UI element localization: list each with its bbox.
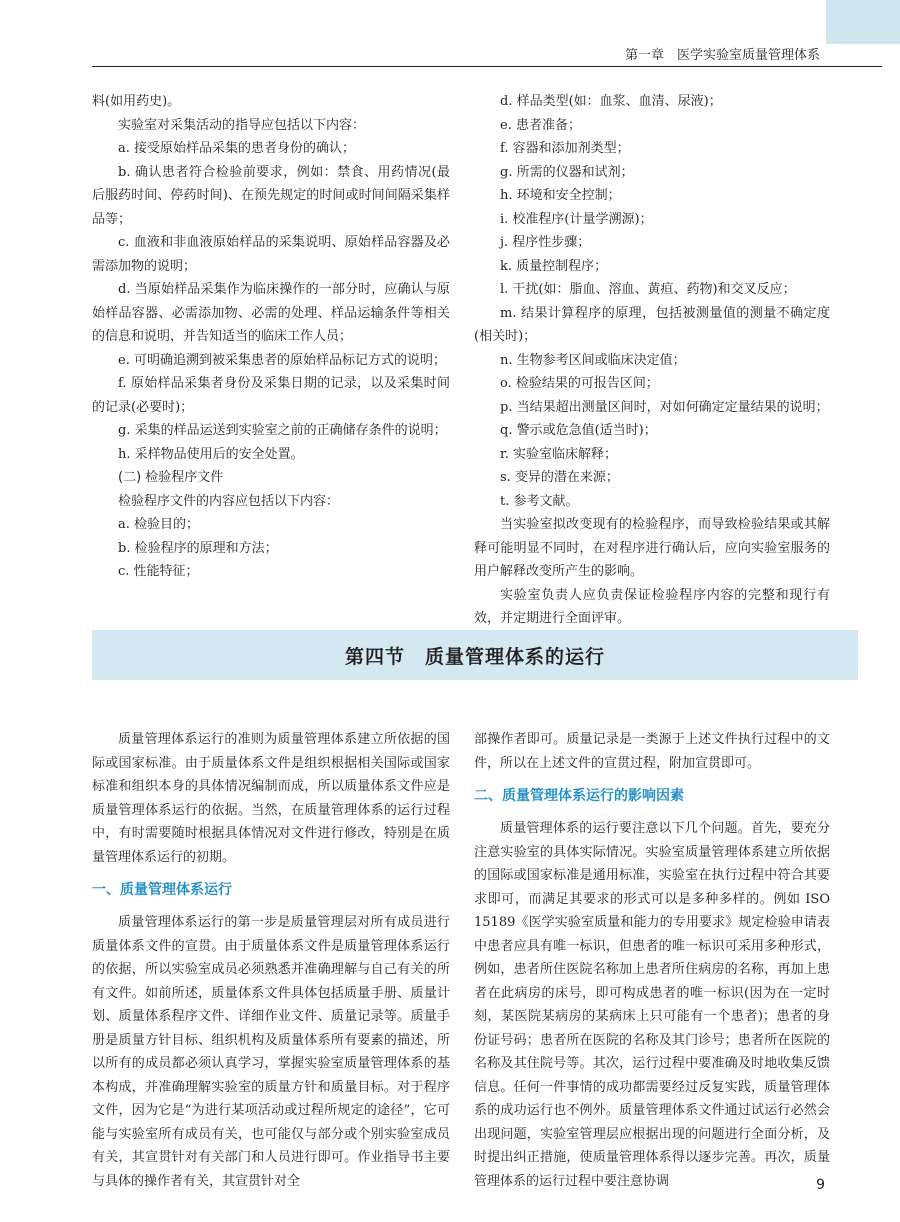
page-number: 9 [816,1177,825,1193]
paragraph: m. 结果计算程序的原理，包括被测量值的测量不确定度(相关时)； [474,305,830,344]
paragraph: r. 实验室临床解释； [500,446,618,462]
paragraph: j. 程序性步骤； [500,235,591,250]
bottom-right-column [474,728,830,1193]
corner-tab-decoration [826,0,900,44]
paragraph: s. 变异的潜在来源； [500,470,619,485]
paragraph: f. 容器和添加剂类型； [500,141,630,156]
subheading: (二) 检验程序文件 [118,470,224,485]
section-subheading: 二、质量管理体系运行的影响因素 [474,788,684,804]
paragraph: 质量管理体系的运行要注意以下几个问题。首先，要充分注意实验室的具体实际情况。实验室质量管理体系建立所依据的国际或国家标准是通用标准，实验室在执行过程中符合其要求即可，而满足其要求的形式可以是多种多样的。例如 ISO 15189《医学实验室质量和能力的专用要求》规定检验申请表中患者应具有唯一标识，但患者的唯一标识可采用多种形式，例如，患者所住医院名称加上患者所住病房的名称，再加上患者在此病房的床号，即可构成患者的唯一标识(因为在一定时刻，某医院某病房的某病床上只可能有一个患者)；患者的身份证号码；患者所在医院的名称及其门诊号；患者所在医院的名称及其住院号等。其次，运行过程中要准确及时地收集反馈信息。任何一件事情的成功都需要经过反复实践，质量管理体系的成功运行也不例外。质量管理体系文件通过试运行必然会出现问题，实验室管理层应根据出现的问题进行全面分析，及时提出纠正措施，使质量管理体系得以逐步完善。再次，质量管理体系的运行过程中要注意协调 [474,821,830,1189]
paragraph: q. 警示或危急值(适当时)； [500,423,657,438]
paragraph: o. 检验结果的可报告区间； [500,376,659,391]
paragraph: g. 采集的样品运送到实验室之前的正确储存条件的说明； [118,423,447,438]
paragraph: d. 样品类型(如：血浆、血清、尿液)； [500,94,722,109]
paragraph: 实验室负责人应负责保证检验程序内容的完整和现行有效，并定期进行全面评审。 [474,587,830,626]
paragraph: t. 参考文献。 [500,493,579,509]
paragraph: 质量管理体系运行的第一步是质量管理层对所有成员进行质量体系文件的宣贯。由于质量体系文件是质量管理体系运行的依据，所以实验室成员必须熟悉并准确理解与自己有关的所有文件。如前所述，质量体系文件具体包括质量手册、质量计划、质量体系程序文件、详细作业文件、质量记录等。质量手册是质量方针目标、组织机构及质量体系所有要素的描述，所以所有的成员都必须认真学习，掌握实验室质量管理体系的基本构成，并准确理解实验室的质量方针和质量目标。对于程序文件，因为它是“为进行某项活动或过程所规定的途径”，它可能与实验室所有成员有关，也可能仅与部分或个别实验室成员有关，其宣贯针对有关部门和人员进行即可。作业指导书主要与具体的操作者有关，其宣贯针对全 [92,915,450,1189]
paragraph: e. 患者准备； [500,117,581,133]
paragraph: 料(如用药史)。 [92,94,181,109]
top-right-column [474,90,830,631]
paragraph: a. 检验目的； [118,517,200,532]
running-head: 第一章 医学实验室质量管理体系 [624,48,820,63]
header-rule [92,66,882,67]
top-left-column [92,90,450,584]
paragraph: 部操作者即可。质量记录是一类源于上述文件执行过程中的文件，所以在上述文件的宣贯过程，附加宣贯即可。 [474,732,830,771]
paragraph: l. 干扰(如：脂血、溶血、黄疸、药物)和交叉反应； [500,282,796,297]
paragraph: c. 性能特征； [118,564,199,579]
paragraph: h. 环境和安全控制； [500,188,621,203]
section-title: 第四节 质量管理体系的运行 [344,645,605,668]
paragraph: h. 采样物品使用后的安全处置。 [118,446,304,462]
paragraph: a. 接受原始样品采集的患者身份的确认； [118,141,356,156]
paragraph: i. 校准程序(计量学溯源)； [500,211,653,227]
paragraph: 检验程序文件的内容应包括以下内容： [118,493,340,509]
paragraph: g. 所需的仪器和试剂； [500,164,634,180]
paragraph: k. 质量控制程序； [500,258,608,274]
paragraph: n. 生物参考区间或临床决定值； [500,352,686,368]
paragraph: e. 可明确追溯到被采集患者的原始样品标记方式的说明； [118,352,446,368]
paragraph: 实验室对采集活动的指导应包括以下内容： [118,117,366,133]
bottom-left-column [92,728,450,1193]
paragraph: c. 血液和非血液原始样品的采集说明、原始样品容器及必需添加物的说明； [92,235,450,274]
paragraph: f. 原始样品采集者身份及采集日期的记录，以及采集时间的记录(必要时)； [92,376,450,415]
paragraph: d. 当原始样品采集作为临床操作的一部分时，应确认与原始样品容器、必需添加物、必需的处理、样品运输条件等相关的信息和说明，并告知适当的临床工作人员； [92,282,450,344]
paragraph: 质量管理体系运行的准则为质量管理体系建立所依据的国际或国家标准。由于质量体系文件是组织根据相关国际或国家标准和组织本身的具体情况编制而成，所以质量体系文件应是质量管理体系运行的依据。当然，在质量管理体系的运行过程中，有时需要随时根据具体情况对文件进行修改，特别是在质量管理体系运行的初期。 [92,732,450,865]
paragraph: p. 当结果超出测量区间时，对如何确定定量结果的说明； [500,399,829,415]
section-subheading: 一、质量管理体系运行 [92,882,232,898]
paragraph: b. 确认患者符合检验前要求，例如：禁食、用药情况(最后服药时间、停药时间)、在预先规定的时间或时间间隔采集样品等； [92,164,450,227]
section-heading-band [92,630,858,680]
paragraph: 当实验室拟改变现有的检验程序，而导致检验结果或其解释可能明显不同时，在对程序进行确认后，应向实验室服务的用户解释改变所产生的影响。 [474,517,830,579]
paragraph: b. 检验程序的原理和方法； [118,540,278,556]
